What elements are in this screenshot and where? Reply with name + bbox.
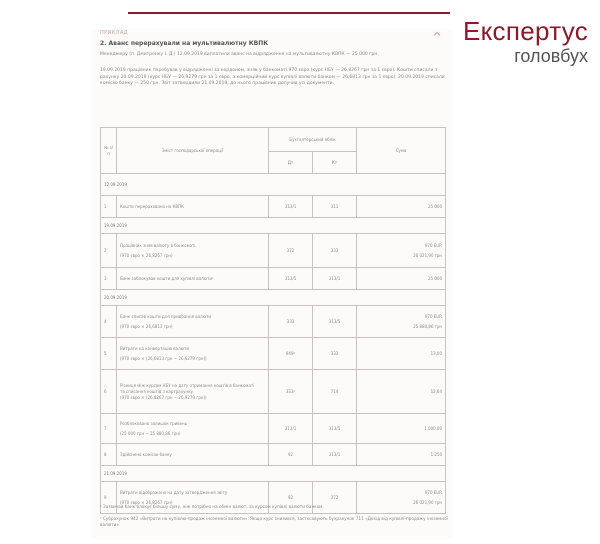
table-row — [101, 196, 446, 218]
row-number: 6 — [101, 370, 117, 414]
sum-line: 970 EUR — [424, 313, 443, 319]
table-row — [101, 338, 446, 370]
intro-paragraph-2: 19.09.2019 працівник перебував у відрядженні за кордоном, зняв у банкоматі 970 євро (курс НБУ — 26,8267 грн за 1 євро). Кошти списали з рахунку 20.09.2019 (курс НБУ — 26,9279 грн за 1 євро, а комерційний курс купівлі валюти банком — 26,6813 грн за 1 євро). 20.09.2019 списали комісію банку — 250 грн. Звіт затвердили 21.09.2019, до нього працівник долучив усі документи. — [100, 68, 445, 86]
date-cell: 21.09.2019 — [101, 466, 446, 482]
table-row — [101, 268, 446, 290]
sum-line: 13,00 — [430, 350, 443, 356]
row-credit: 333 — [313, 234, 357, 268]
table-row — [101, 444, 446, 466]
table-row — [101, 234, 446, 268]
description-line: Різниця між курсом НБУ на дату отримання коштів в банкоматі — [120, 382, 255, 388]
intro-paragraph-1: Менеджеру (п. Дмитренку І. Д.) 12.09.2019 виплатили аванс на відрядження на мультивалютну КВПК — 25 000 грн. — [100, 52, 379, 57]
date-cell: 12.09.2019 — [101, 174, 446, 196]
table-date-row — [101, 218, 446, 234]
table-row — [101, 370, 446, 414]
row-sum — [357, 338, 446, 370]
table-row — [101, 414, 446, 444]
row-number: 4 — [101, 306, 117, 338]
sum-line: 12,64 — [430, 388, 443, 394]
description-line: (25 000 грн − 25 880,86 грн) — [120, 430, 181, 436]
sum-line: 25 880,86 грн — [413, 323, 443, 329]
row-description — [117, 444, 269, 466]
header-accounting: Бухгалтерський облік — [269, 128, 357, 152]
header-rule — [128, 12, 450, 14]
row-number: 3 — [101, 268, 117, 290]
row-sum — [357, 370, 446, 414]
date-cell: 19.09.2019 — [101, 218, 446, 234]
row-debit: 313/5 — [269, 268, 313, 290]
row-description — [117, 234, 269, 268]
row-description — [117, 414, 269, 444]
example-label: ПРИКЛАД — [100, 30, 128, 36]
sum-line: 970 EUR — [424, 242, 443, 248]
row-debit: 92 — [269, 444, 313, 466]
row-debit: 949² — [269, 338, 313, 370]
row-sum — [357, 196, 446, 218]
row-credit: 333 — [313, 338, 357, 370]
header-debit: Дт — [269, 152, 313, 174]
row-debit: 372 — [269, 234, 313, 268]
table-date-row — [101, 466, 446, 482]
description-line: Здійснено комісію банку — [120, 451, 172, 457]
footnote-1: ¹ Зазвичай банк блокує більшу суму, ніж потрібно на обмін валют, за курсом купівлі валюти банком. — [100, 504, 324, 509]
operations-table — [100, 127, 446, 514]
description-line: Банк заблокував кошти для купівлі валюти¹ — [120, 275, 214, 281]
sum-line: 1 250 — [430, 451, 443, 457]
row-description — [117, 196, 269, 218]
footnote-2: ² Субрахунок 942 «Витрати на купівлю-продаж іноземної валюти». Якщо курс знизився, застосовують бухрахунок 711 «Дохід від купівлі-продажу іноземної валюти». — [100, 516, 448, 527]
row-number: 5 — [101, 338, 117, 370]
logo-brand: Експертус — [462, 16, 588, 46]
header-num: № з/п — [101, 128, 117, 174]
table-date-row — [101, 174, 446, 196]
table-row — [101, 306, 446, 338]
date-cell: 20.09.2019 — [101, 290, 446, 306]
description-line: Розблоковано залишок гривень — [120, 420, 188, 426]
row-sum — [357, 414, 446, 444]
row-credit: 372 — [313, 482, 357, 514]
header-sum: Сума — [357, 128, 446, 174]
row-debit: 333² — [269, 370, 313, 414]
sum-line: 1 000,00 — [424, 425, 443, 431]
sum-line: 26 021,90 грн — [413, 252, 443, 258]
logo — [463, 18, 588, 66]
row-description — [117, 370, 269, 414]
description-line: Банк списав кошти для придбання валюти — [120, 313, 211, 319]
sum-line: 970 EUR — [424, 489, 443, 495]
row-credit: 313/5 — [313, 414, 357, 444]
description-line: (970 євро × 26,8267 грн) — [120, 499, 173, 505]
header-desc: Зміст господарської операції — [117, 128, 269, 174]
example-heading: 2. Аванс перерахували на мультивалютну КВПК — [100, 40, 269, 47]
row-credit: 313/1 — [313, 444, 357, 466]
row-number: 9 — [101, 482, 117, 514]
row-sum — [357, 268, 446, 290]
description-line: Витрати відображено на дату затвердження звіту — [120, 489, 228, 495]
description-line: (970 євро × 26,6813 грн) — [120, 323, 173, 329]
sum-line: 25 000 — [428, 203, 443, 209]
sum-line: 26 021,90 грн — [413, 499, 443, 505]
table-header-row — [101, 128, 446, 152]
row-description — [117, 306, 269, 338]
sum-line: 25 000 — [428, 275, 443, 281]
row-sum — [357, 234, 446, 268]
description-line: Кошти перераховано на КВПК — [120, 203, 184, 209]
row-debit: 313/1 — [269, 414, 313, 444]
row-sum — [357, 306, 446, 338]
row-credit: 311 — [313, 196, 357, 218]
header-credit: Кт — [313, 152, 357, 174]
description-line: (970 євро × (26,8267 грн − 26,9279 грн)) — [120, 394, 207, 400]
description-line: Витрати на конвертацію валюти — [120, 345, 189, 351]
row-number: 2 — [101, 234, 117, 268]
row-credit: 313/5 — [313, 306, 357, 338]
row-number: 8 — [101, 444, 117, 466]
row-description — [117, 338, 269, 370]
row-number: 1 — [101, 196, 117, 218]
logo-subtitle: головбух — [514, 46, 588, 66]
description-line: (970 євро × (26,6813 грн − 26,6279 грн)) — [120, 355, 207, 361]
row-description — [117, 268, 269, 290]
collapse-chevron-icon[interactable] — [433, 30, 441, 38]
row-debit: 92 — [269, 482, 313, 514]
table-date-row — [101, 290, 446, 306]
row-debit: 313/1 — [269, 196, 313, 218]
description-line: та списання коштів з картрахунку — [120, 388, 193, 394]
description-line: (970 євро × 26,8267 грн) — [120, 252, 173, 258]
row-debit: 333 — [269, 306, 313, 338]
row-number: 7 — [101, 414, 117, 444]
row-sum — [357, 444, 446, 466]
row-credit: 313/1 — [313, 268, 357, 290]
description-line: Працівник зняв валюту в банкоматі — [120, 242, 196, 248]
row-credit: 714 — [313, 370, 357, 414]
